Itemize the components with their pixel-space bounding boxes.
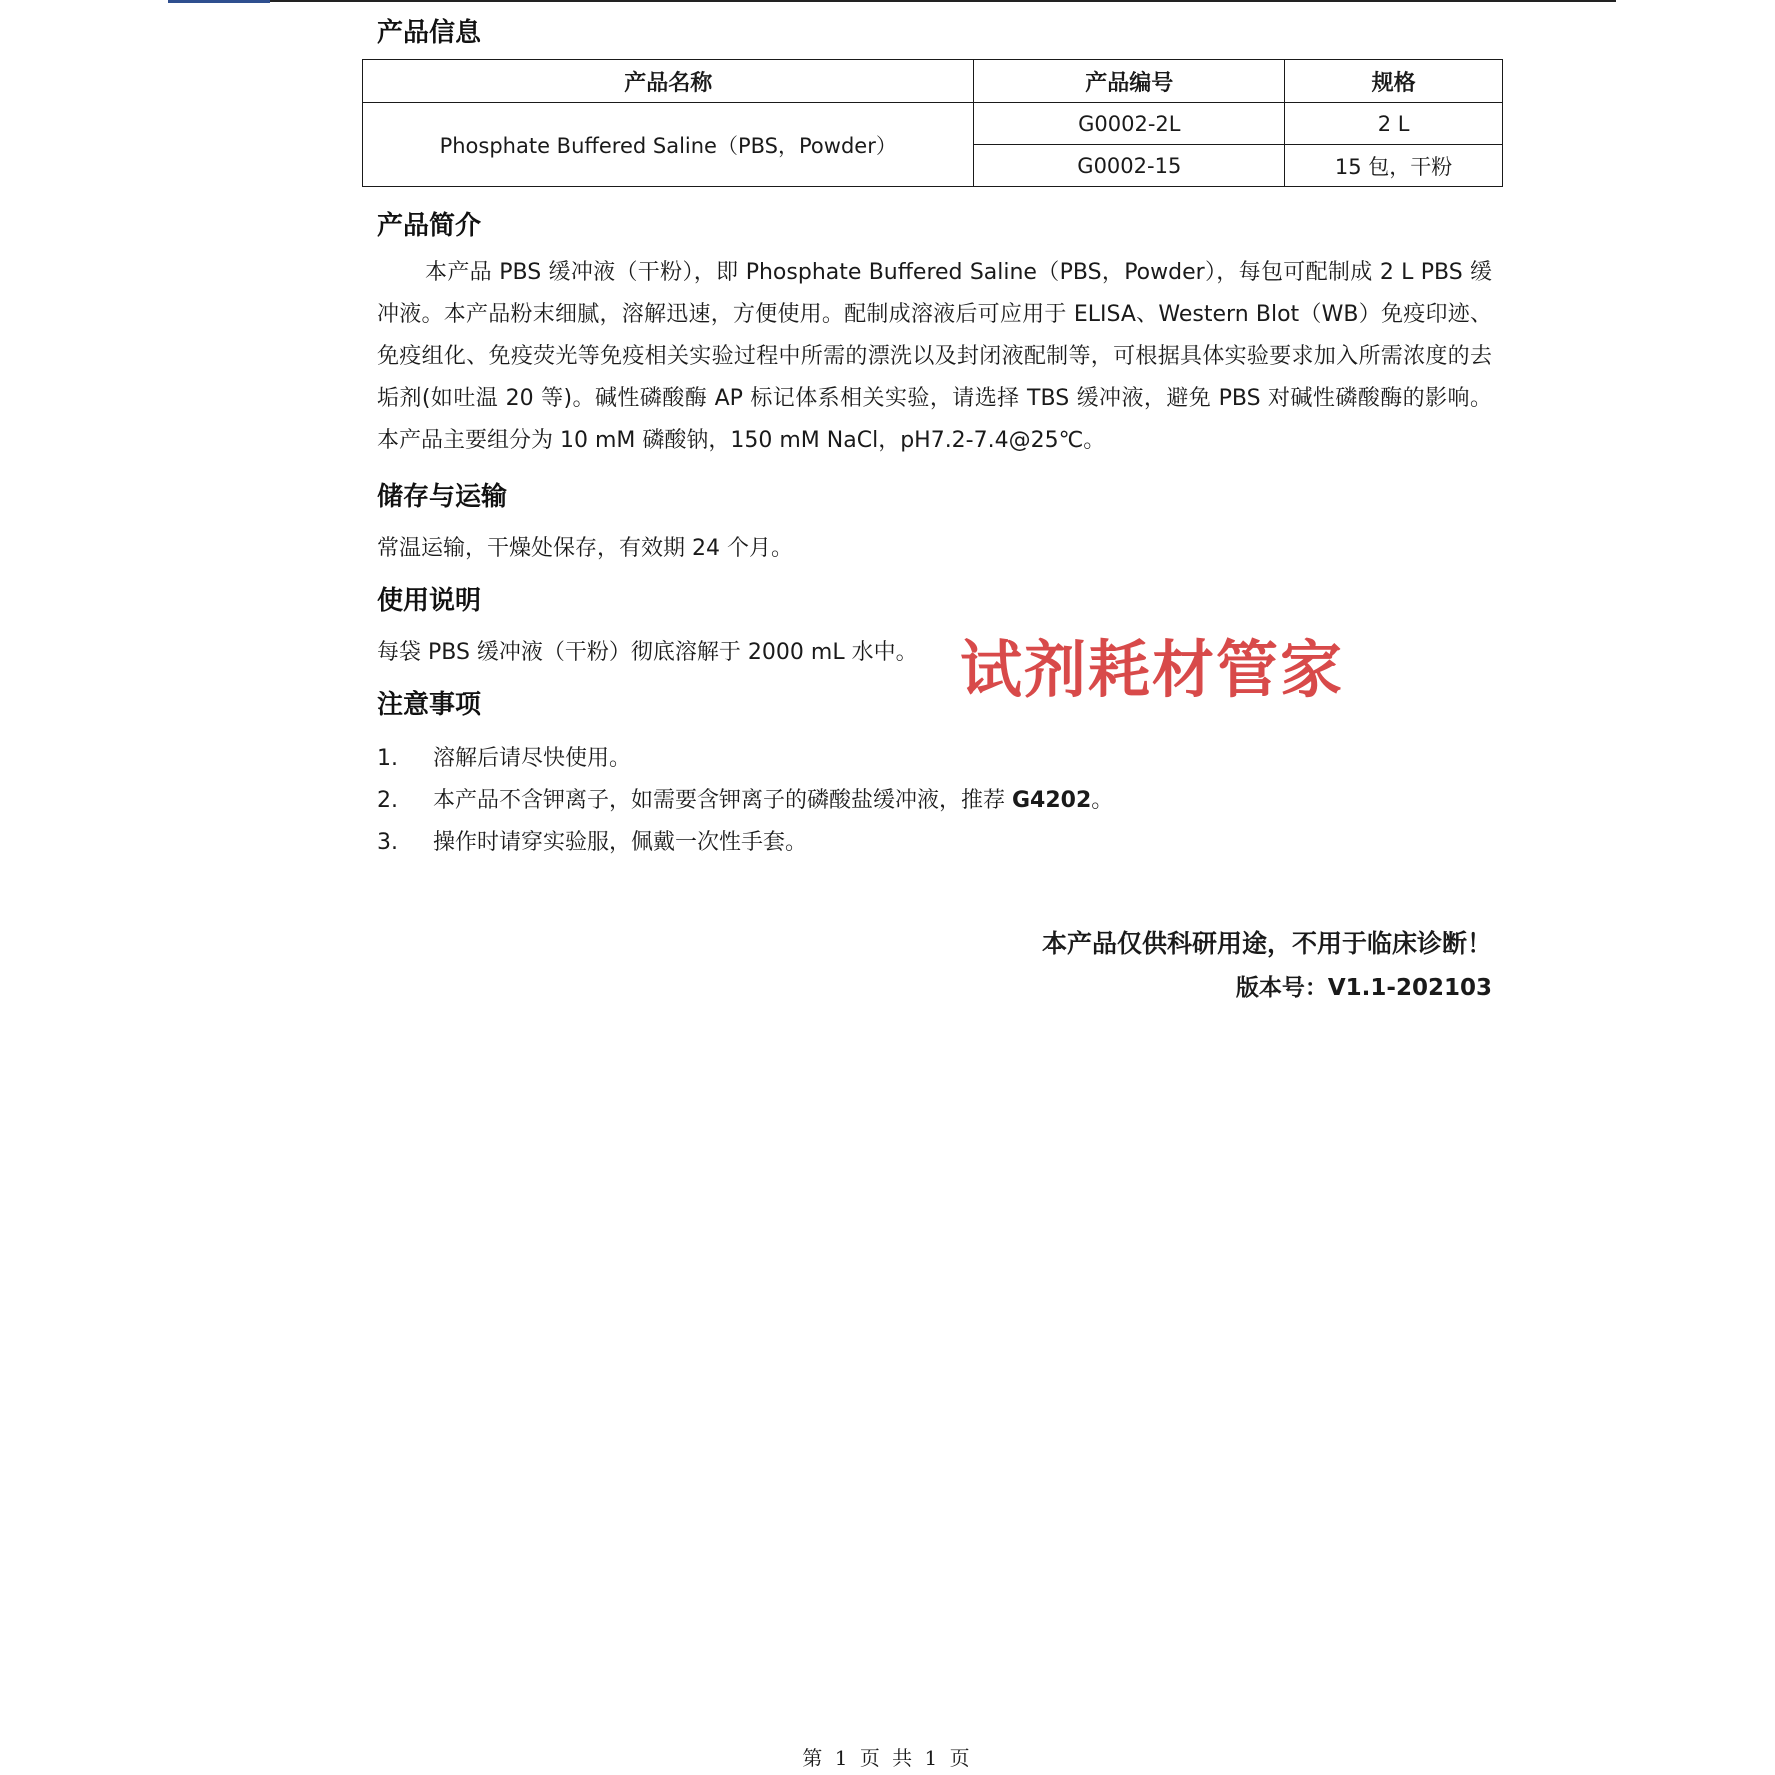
section-title-notes: 注意事项 <box>377 690 482 720</box>
product-info-table <box>362 59 1503 187</box>
product-code-cell: G0002-15 <box>974 145 1285 187</box>
version-number: 版本号：V1.1-202103 <box>1235 975 1492 1001</box>
list-item-text: 本产品不含钾离子，如需要含钾离子的磷酸盐缓冲液，推荐 <box>433 788 1012 813</box>
spec-cell: 2 L <box>1285 103 1503 145</box>
watermark: 试剂耗材管家 <box>960 633 1345 706</box>
list-item-product-code: G4202 <box>1012 788 1092 813</box>
section-title-intro: 产品简介 <box>377 211 482 241</box>
storage-text: 常温运输，干燥处保存，有效期 24 个月。 <box>377 536 793 561</box>
header-spec: 规格 <box>1285 60 1503 103</box>
spec-cell: 15 包，干粉 <box>1285 145 1503 187</box>
section-title-storage: 储存与运输 <box>377 482 508 512</box>
disclaimer-text: 本产品仅供科研用途，不用于临床诊断！ <box>1041 929 1492 958</box>
list-item-number: 1. <box>377 746 398 771</box>
section-title-product-info: 产品信息 <box>377 18 482 48</box>
list-item-text-end: 。 <box>1091 788 1114 813</box>
section-title-usage: 使用说明 <box>377 586 482 616</box>
list-item <box>377 825 807 856</box>
list-item-text: 操作时请穿实验服，佩戴一次性手套。 <box>433 830 808 855</box>
list-item <box>377 783 1113 814</box>
product-code-cell: G0002-2L <box>974 103 1285 145</box>
list-item-number: 3. <box>377 830 398 855</box>
header-product-name: 产品名称 <box>363 60 974 103</box>
table-row <box>363 103 1503 145</box>
header-product-code: 产品编号 <box>974 60 1285 103</box>
usage-text: 每袋 PBS 缓冲液（干粉）彻底溶解于 2000 mL 水中。 <box>377 640 918 665</box>
intro-paragraph: 本产品 PBS 缓冲液（干粉），即 Phosphate Buffered Saline（PBS，Powder），每包可配制成 2 L PBS 缓冲液。本产品粉末细腻，溶解迅速，方便使用。配制成溶液后可应用于 ELISA、Western Blot（WB）免疫印迹、免疫组化、免疫荧光等免疫相关实验过程中所需的漂洗以及封闭液配制等，可根据具体实验要求加入所需浓度的去垢剂(如吐温 20 等)。碱性磷酸酶 AP 标记体系相关实验，请选择 TBS 缓冲液，避免 PBS 对碱性磷酸酶的影响。本产品主要组分为 10 mM 磷酸钠，150 mM NaCl，pH7.2-7.4@25℃。 <box>377 260 1492 453</box>
header-rule-accent <box>168 0 270 3</box>
page-number-footer: 第 1 页 共 1 页 <box>802 1746 973 1770</box>
list-item-text: 溶解后请尽快使用。 <box>433 746 632 771</box>
header-rule <box>168 0 1616 2</box>
table-header-row <box>363 60 1503 103</box>
list-item <box>377 741 631 772</box>
product-name-cell: Phosphate Buffered Saline（PBS，Powder） <box>363 103 974 187</box>
list-item-number: 2. <box>377 788 398 813</box>
